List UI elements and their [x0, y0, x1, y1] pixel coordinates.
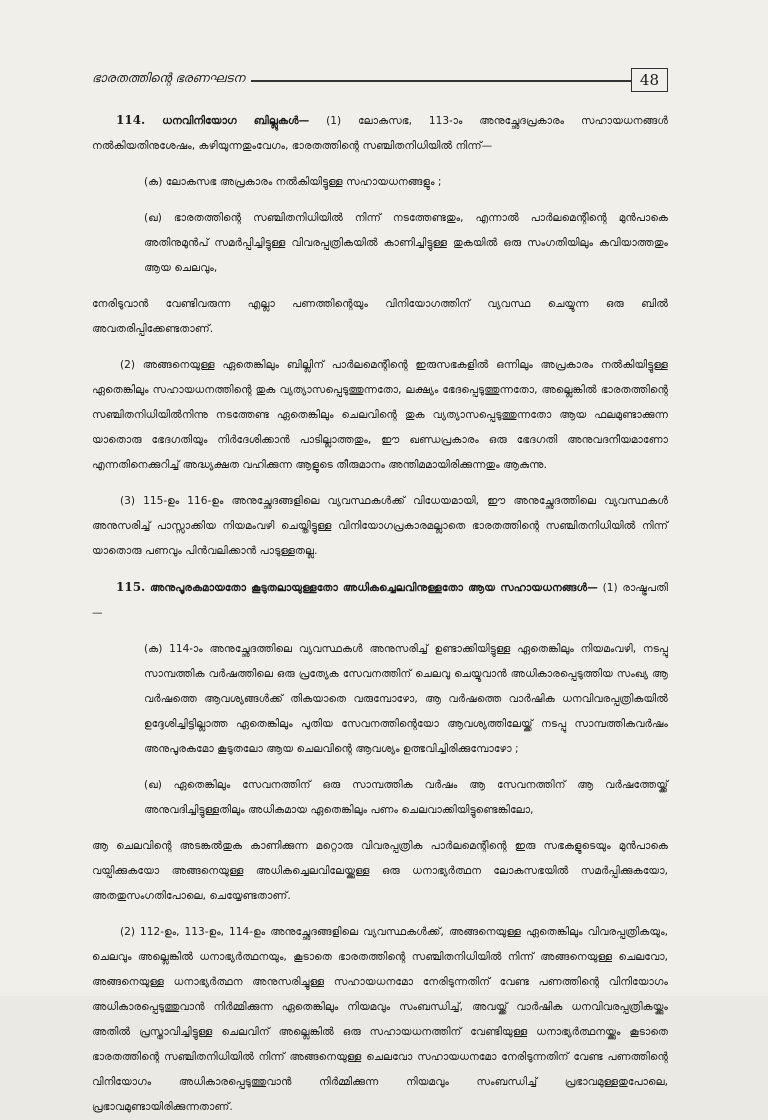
section-title: ധനവിനിയോഗ ബില്ലുകൾ— — [162, 115, 310, 127]
section-114-intro — [92, 108, 668, 159]
section-text: (1) രാഷ്ട്രപതി— — [92, 582, 668, 619]
section-title: അനുപൂരകമായതോ കൂടുതലായുള്ളതോ അധികച്ചെലവിനുള്ളതോ ആയ സഹായധനങ്ങൾ— — [150, 582, 598, 594]
clause-115-1-a: (ക) 114-ാം അനുച്ഛേദത്തിലെ വ്യവസ്ഥകൾ അനുസരിച്ച് ഉണ്ടാക്കിയിട്ടുള്ള ഏതെങ്കിലും നിയമംവഴി, നടപ്പു സാമ്പത്തിക വർഷത്തിലെ ഒരു പ്രത്യേക സേവനത്തിന് ചെലവു ചെയ്യുവാൻ അധികാരപ്പെടുത്തിയ സംഖ്യ ആ വർഷത്തെ ആവശ്യങ്ങൾക്ക് തികയാതെ വരുമ്പോഴോ, ആ വർഷത്തെ വാർഷിക ധനവിവരപ്പത്രികയിൽ ഉദ്ദേശിച്ചിട്ടില്ലാത്ത ഏതെങ്കിലും പുതിയ സേവനത്തിന്റെയോ ആവശ്യത്തിലേയ്ക്ക് നടപ്പു സാമ്പത്തികവർഷം അനുപൂരകമോ കൂടുതലോ ആയ ചെലവിന്റെ ആവശ്യം ഉത്ഭവിച്ചിരിക്കുമ്പോഴോ ; — [144, 643, 668, 755]
section-text: (1) ലോകസഭ, 113-ാം അനുച്ഛേദപ്രകാരം സഹായധനങ്ങൾ നൽകിയതിനുശേഷം, കഴിയുന്നതുംവേഗം, ഭാരതത്തിന്റെ സഞ്ചിതനിധിയിൽ നിന്ന്— — [92, 115, 668, 152]
clause-114-1-tail: നേരിടുവാൻ വേണ്ടിവരുന്ന എല്ലാ പണത്തിന്റെയും വിനിയോഗത്തിന് വ്യവസ്ഥ ചെയ്യുന്ന ഒരു ബിൽ അവതരിപ്പിക്കേണ്ടതാണ്. — [92, 298, 668, 335]
clause-114-2: (2) അങ്ങനെയുള്ള ഏതെങ്കിലും ബില്ലിന് പാർലമെന്റിന്റെ ഇരുസഭകളിൽ ഒന്നിലും അപ്രകാരം നൽകിയിട്ടുള്ള ഏതെങ്കിലും സഹായധനത്തിന്റെ തുക വ്യത്യാസപ്പെടുത്തുന്നതോ, ലക്ഷ്യം ഭേദപ്പെടുത്തുന്നതോ, അല്ലെങ്കിൽ ഭാരതത്തിന്റെ സഞ്ചിതനിധിയിൽനിന്നു നടത്തേണ്ട ഏതെങ്കിലും ചെലവിന്റെ തുക വ്യത്യാസപ്പെടുത്തുന്നതോ ആയ ഫലമുണ്ടാക്കുന്ന യാതൊരു ഭേദഗതിയും നിർദേശിക്കാൻ പാടില്ലാത്തതും, ഈ ഖണ്ഡപ്രകാരം ഒരു ഭേദഗതി അനുവദനീയമാണോ എന്നതിനെക്കുറിച്ച് അദ്ധ്യക്ഷത വഹിക്കുന്ന ആളുടെ തീരുമാനം അന്തിമമായിരിക്കുന്നതും ആകുന്നു. — [92, 359, 668, 471]
clause-115-1-b: (ഖ) ഏതെങ്കിലും സേവനത്തിന് ഒരു സാമ്പത്തിക വർഷം ആ സേവനത്തിന് ആ വർഷത്തേയ്ക്ക് അനുവദിച്ചിട്ടുള്ളതിലും അധികമായ ഏതെങ്കിലും പണം ചെലവാക്കിയിട്ടുണ്ടെങ്കിലോ, — [144, 779, 668, 816]
running-header — [92, 64, 668, 89]
section-number: 114. — [116, 113, 146, 127]
clause-114-1-a: (ക) ലോകസഭ അപ്രകാരം നൽകിയിട്ടുള്ള സഹായധനങ്ങളും ; — [144, 176, 442, 188]
page-number: 48 — [631, 68, 668, 92]
clause-114-1-b: (ഖ) ഭാരതത്തിന്റെ സഞ്ചിതനിധിയിൽ നിന്ന് നടത്തേണ്ടതും, എന്നാൽ പാർലമെന്റിന്റെ മുൻപാകെ അതിനുമുൻപ് സമർപ്പിച്ചിട്ടുള്ള വിവരപ്പത്രികയിൽ കാണിച്ചിട്ടുള്ള തുകയിൽ ഒരു സംഗതിയിലും കവിയാത്തതും ആയ ചെലവും, — [144, 212, 668, 274]
section-number: 115. — [116, 580, 146, 594]
running-title: ഭാരതത്തിന്റെ ഭരണഘടന — [92, 70, 245, 85]
clause-115-2: (2) 112-ഉം, 113-ഉം, 114-ഉം അനുച്ഛേദങ്ങളിലെ വ്യവസ്ഥകൾക്ക്, അങ്ങനെയുള്ള ഏതെങ്കിലും വിവരപ്പത്രികയും, ചെലവും അല്ലെങ്കിൽ ധനാഭ്യർത്ഥനയും, കൂടാതെ ഭാരതത്തിന്റെ സഞ്ചിതനിധിയിൽ നിന്ന് അങ്ങനെയുള്ള ചെലവോ, അങ്ങനെയുള്ള ധനാഭ്യർത്ഥന അനുസരിച്ചുള്ള സഹായധനമോ നേരിടുന്നതിന് വേണ്ട പണത്തിന്റെ വിനിയോഗം അധികാരപ്പെടുത്തുവാൻ നിർമ്മിക്കുന്ന ഏതെങ്കിലും നിയമവും സംബന്ധിച്ച്, അവയ്ക്ക് വാർഷിക ധനവിവരപ്പത്രികയ്ക്കും അതിൽ പ്രസ്താവിച്ചിട്ടുള്ള ചെലവിന് അല്ലെങ്കിൽ ഒരു സഹായധനത്തിന് വേണ്ടിയുള്ള ധനാഭ്യർത്ഥനയ്ക്കും കൂടാതെ ഭാരതത്തിന്റെ സഞ്ചിതനിധിയിൽ നിന്ന് അങ്ങനെയുള്ള ചെലവോ സഹായധനമോ നേരിടുന്നതിന് വേണ്ട പണത്തിന്റെ വിനിയോഗം അധികാരപ്പെടുത്തുവാൻ നിർമ്മിക്കുന്ന നിയമവും സംബന്ധിച്ച് പ്രഭാവമുള്ളതുപോലെ, പ്രഭാവമുണ്ടായിരിക്കുന്നതാണ്. — [92, 926, 668, 1113]
header-rule — [251, 80, 631, 82]
document-body — [92, 108, 668, 1120]
clause-114-3: (3) 115-ഉം 116-ഉം അനുച്ഛേദങ്ങളിലെ വ്യവസ്ഥകൾക്ക് വിധേയമായി, ഈ അനുച്ഛേദത്തിലെ വ്യവസ്ഥകൾ അനുസരിച്ച് പാസ്സാക്കിയ നിയമംവഴി ചെയ്തിട്ടുള്ള വിനിയോഗപ്രകാരമല്ലാതെ ഭാരതത്തിന്റെ സഞ്ചിതനിധിയിൽ നിന്ന് യാതൊരു പണവും പിൻവലിക്കാൻ പാടുള്ളതല്ല. — [92, 495, 668, 557]
section-115-intro — [92, 575, 668, 626]
clause-115-1-tail: ആ ചെലവിന്റെ അടങ്കൽതുക കാണിക്കുന്ന മറ്റൊരു വിവരപ്പത്രിക പാർലമെന്റിന്റെ ഇരു സഭകളുടെയും മുൻപാകെ വയ്പിക്കുകയോ അങ്ങനെയുള്ള അധികച്ചെലവിലേയ്ക്കുള്ള ഒരു ധനാഭ്യർത്ഥന ലോകസഭയിൽ സമർപ്പിക്കുകയോ, അതതുസംഗതിപോലെ, ചെയ്യേണ്ടതാണ്. — [92, 840, 668, 902]
